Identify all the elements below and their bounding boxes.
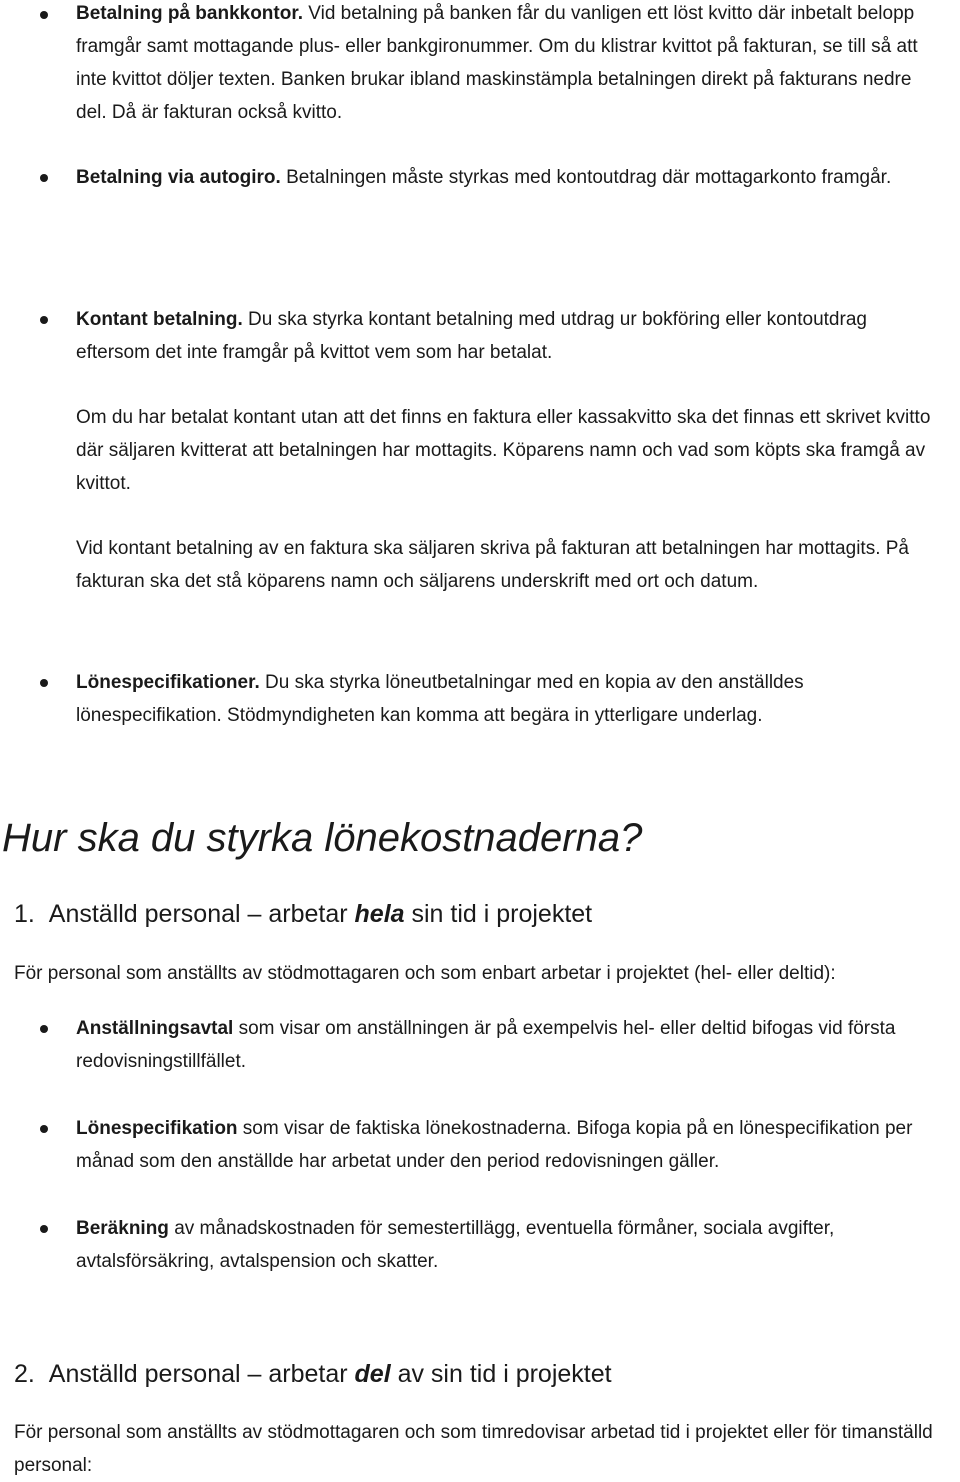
list-item-rest: av månadskostnaden för semestertillägg, eventuella förmåner, sociala avgifter, avtalsförsäkring, avtalspension och skatter. [76, 1218, 835, 1272]
list-item-bold: Kontant betalning. [76, 309, 243, 330]
section-title-emphasis: hela [354, 900, 405, 928]
list-item-text [76, 0, 936, 129]
section-number: 2. [14, 1360, 35, 1388]
list-item-rest: Vid betalning på banken får du vanligen ett löst kvitto där inbetalt belopp framgår samt mottagande plus- eller bankgironummer. Om du klistrar kvittot på fakturan, se till så att inte kvittot döljer texten. Banken brukar ibland maskinstämpla betalningen direkt på fakturans nedre del. Då är fakturan också kvitto. [76, 3, 918, 123]
bullet-icon [40, 1225, 48, 1233]
page-heading: Hur ska du styrka lönekostnaderna? [2, 816, 643, 860]
list-item-rest: som visar om anställningen är på exempelvis hel- eller deltid bifogas vid första redovisningstillfället. [76, 1018, 896, 1072]
list-item-rest: Du ska styrka kontant betalning med utdrag ur bokföring eller kontoutdrag eftersom det inte framgår på kvittot vem som har betalat. [76, 309, 867, 363]
paragraph-cash-invoice: Vid kontant betalning av en faktura ska säljaren skriva på fakturan att betalningen har mottagits. På fakturan ska det stå köparens namn och säljarens underskrift med ort och datum. [76, 538, 909, 592]
section-intro-1: För personal som anställts av stödmottagaren och som enbart arbetar i projektet (hel- eller deltid): [14, 963, 836, 984]
list-item-text [76, 1012, 936, 1078]
bullet-icon [40, 679, 48, 687]
bullet-icon [40, 174, 48, 182]
list-item-bold: Lönespecifikation [76, 1118, 238, 1139]
list-item-text [76, 666, 936, 732]
paragraph-cash-receipt: Om du har betalat kontant utan att det finns en faktura eller kassakvitto ska det finnas ett skrivet kvitto där säljaren kvitterat att betalningen har mottagits. Köparens namn och vad som köpts ska framgå av kvittot. [76, 407, 931, 494]
section-number: 1. [14, 900, 35, 928]
section-title-emphasis: del [354, 1360, 391, 1388]
section-heading-1 [14, 894, 592, 934]
list-item-bold: Betalning på bankkontor. [76, 3, 303, 24]
list-item-rest: Betalningen måste styrkas med kontoutdrag där mottagarkonto framgår. [280, 167, 892, 188]
list-item-text [76, 161, 936, 194]
bullet-icon [40, 11, 48, 19]
list-item-bold: Beräkning [76, 1218, 169, 1239]
section-title-end: sin tid i projektet [404, 900, 593, 928]
section-heading-2 [14, 1354, 612, 1394]
list-item-bold: Betalning via autogiro. [76, 167, 281, 188]
list-item-bold: Lönespecifikationer. [76, 672, 260, 693]
list-item-text [76, 1212, 936, 1278]
list-item-bold: Anställningsavtal [76, 1018, 234, 1039]
section-title-end: av sin tid i projektet [390, 1360, 612, 1388]
list-item-rest: Du ska styrka löneutbetalningar med en kopia av den anställdes lönespecifikation. Stödmyndigheten kan komma att begära in ytterligare underlag. [76, 672, 804, 726]
bullet-icon [40, 316, 48, 324]
section-intro-2: För personal som anställts av stödmottagaren och som timredovisar arbetad tid i projektet eller för timanställd personal: [14, 1422, 933, 1476]
list-item-text [76, 1112, 936, 1178]
bullet-icon [40, 1125, 48, 1133]
list-item-text [76, 303, 936, 369]
list-item-rest: som visar de faktiska lönekostnaderna. Bifoga kopia på en lönespecifikation per månad som den anställde har arbetat under den period redovisningen gäller. [76, 1118, 913, 1172]
bullet-icon [40, 1025, 48, 1033]
section-title-start: Anställd personal – arbetar [48, 900, 355, 928]
section-title-start: Anställd personal – arbetar [48, 1360, 355, 1388]
